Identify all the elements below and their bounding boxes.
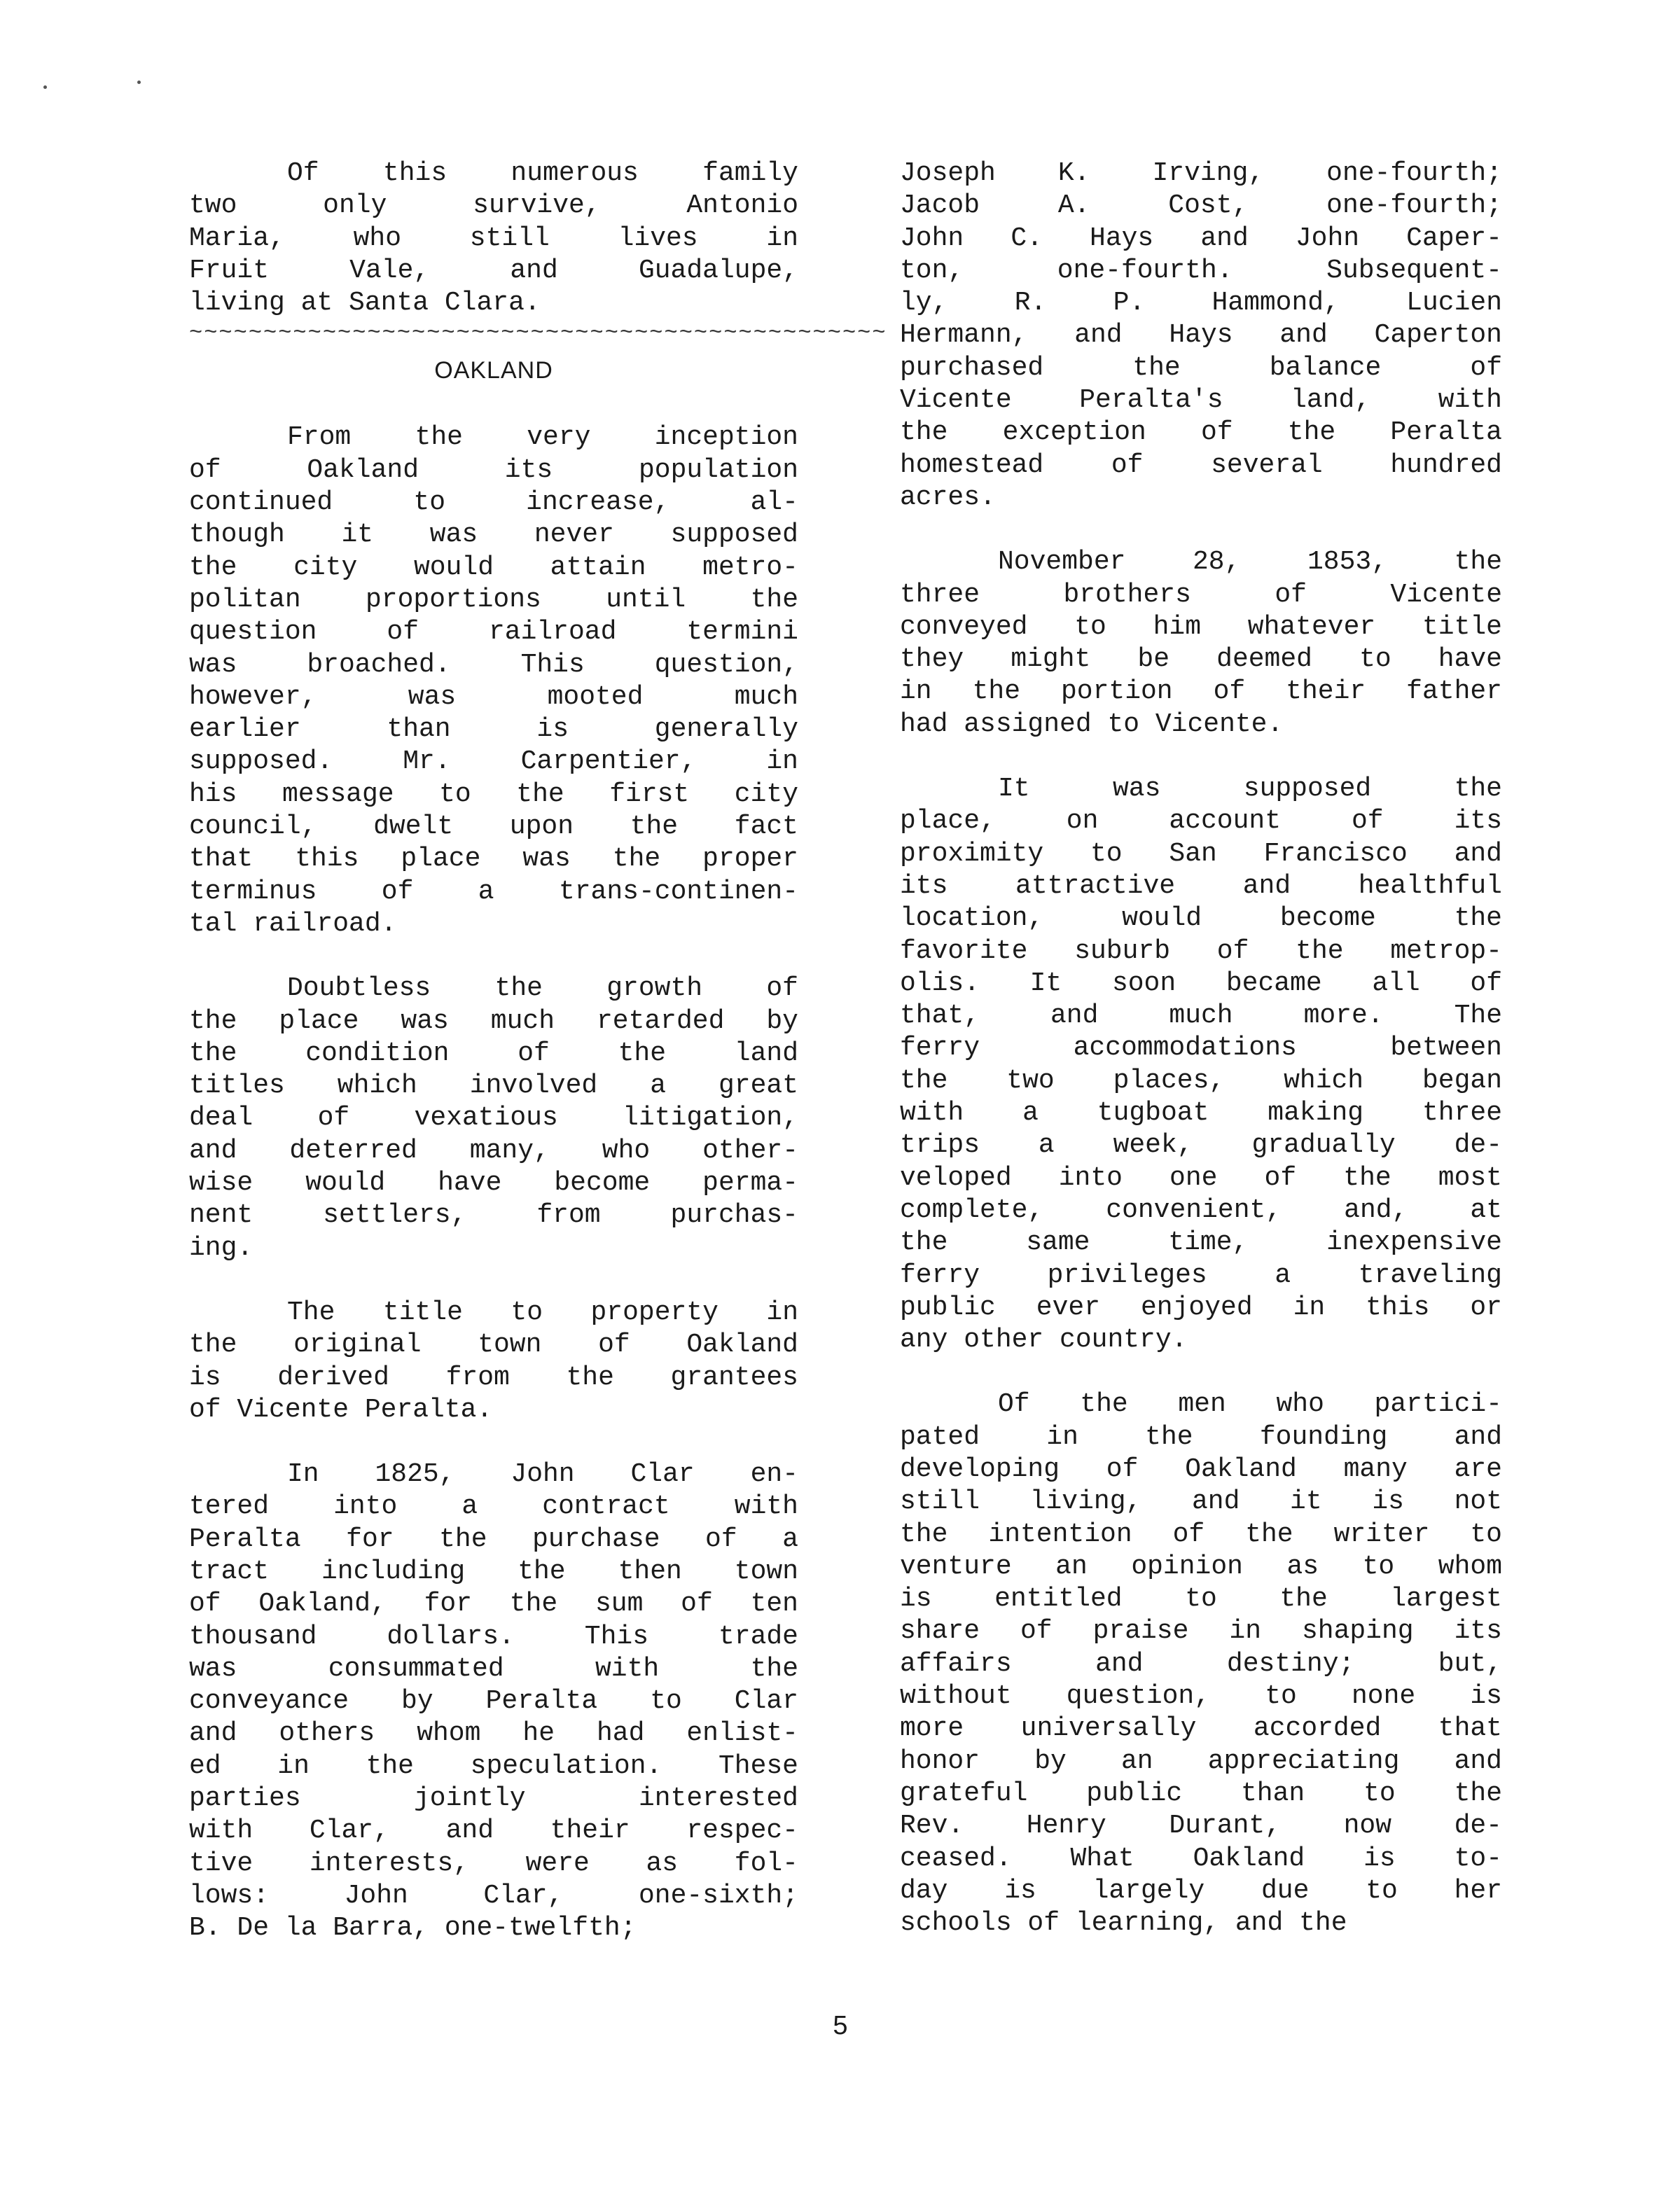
text-line: acres. <box>900 482 996 513</box>
text-line: share of praise in shaping its <box>900 1616 1502 1647</box>
text-line: of Oakland its population <box>189 454 798 485</box>
paragraph-growth <box>189 973 798 1265</box>
text-line: two only survive, Antonio <box>189 190 798 221</box>
text-line: they might be deemed to have <box>900 644 1502 675</box>
paragraph-inception <box>189 422 798 940</box>
paragraph-interests <box>900 158 1502 514</box>
page-number: 5 <box>833 2011 848 2040</box>
text-line: though it was never supposed <box>189 520 798 550</box>
text-line: The title to property in <box>287 1297 798 1328</box>
section-heading-oakland: OAKLAND <box>434 357 553 384</box>
text-line: public ever enjoyed in this or <box>900 1292 1502 1323</box>
paragraph-founders <box>900 1388 1502 1940</box>
text-line: continued to increase, al- <box>189 487 798 518</box>
text-line: ed in the speculation. These <box>189 1750 798 1781</box>
text-line: titles which involved a great <box>189 1071 798 1101</box>
paragraph-gap <box>189 389 798 422</box>
paragraph-gap <box>900 514 1502 546</box>
text-line: venture an opinion as to whom <box>900 1551 1502 1582</box>
text-line: tive interests, were as fol- <box>189 1848 798 1879</box>
text-line: however, was mooted much <box>189 681 798 712</box>
text-line: Fruit Vale, and Guadalupe, <box>189 255 798 286</box>
paragraph-title <box>189 1297 798 1426</box>
text-line: ton, one-fourth. Subsequent- <box>900 255 1502 286</box>
text-line: the exception of the Peralta <box>900 417 1502 448</box>
tilde-divider: ~~~~~~~~~~~~~~~~~~~~~~~~~~~~~~~~~~~~~~~~~~~~~~~ <box>189 320 887 347</box>
text-line: in the portion of their father <box>900 676 1502 707</box>
text-line: and deterred many, who other- <box>189 1135 798 1166</box>
text-line: had assigned to Vicente. <box>900 709 1284 739</box>
text-line: living at Santa Clara. <box>189 288 541 319</box>
text-line: homestead of several hundred <box>900 450 1502 480</box>
text-line: was broached. This question, <box>189 649 798 680</box>
text-line: Doubtless the growth of <box>287 973 798 1004</box>
text-line: wise would have become perma- <box>189 1168 798 1199</box>
paragraph-gap <box>189 1265 798 1297</box>
text-line: his message to the first city <box>189 779 798 809</box>
text-line: conveyance by Peralta to Clar <box>189 1686 798 1717</box>
text-line: parties jointly interested <box>189 1783 798 1814</box>
text-line: its attractive and healthful <box>900 870 1502 901</box>
text-line: and others whom he had enlist- <box>189 1718 798 1749</box>
text-line: any other country. <box>900 1325 1188 1356</box>
text-line: earlier than is generally <box>189 714 798 745</box>
text-line: pated in the founding and <box>900 1421 1502 1452</box>
text-line: honor by an appreciating and <box>900 1746 1502 1776</box>
text-line: question of railroad termini <box>189 617 798 648</box>
text-line: that, and much more. The <box>900 1001 1502 1031</box>
text-line: Hermann, and Hays and Caperton <box>900 320 1502 351</box>
text-line: ceased. What Oakland is to- <box>900 1843 1502 1874</box>
text-line: ferry privileges a traveling <box>900 1260 1502 1290</box>
text-line: of Oakland, for the sum of ten <box>189 1589 798 1620</box>
text-line: Joseph K. Irving, one-fourth; <box>900 158 1502 188</box>
text-line: terminus of a trans-continen- <box>189 876 798 907</box>
text-line: more universally accorded that <box>900 1713 1502 1744</box>
text-line: complete, convenient, and, at <box>900 1195 1502 1225</box>
text-line: council, dwelt upon the fact <box>189 812 798 842</box>
paragraph-gap <box>900 741 1502 773</box>
text-line: tract including the then town <box>189 1556 798 1587</box>
text-line: location, would become the <box>900 903 1502 934</box>
text-line: John C. Hays and John Caper- <box>900 223 1502 253</box>
right-column <box>900 158 1502 1940</box>
paragraph-gap <box>189 1426 798 1459</box>
paragraph-november <box>900 546 1502 741</box>
text-line: of Vicente Peralta. <box>189 1394 493 1425</box>
text-line: schools of learning, and the <box>900 1908 1347 1939</box>
left-column <box>189 158 887 1945</box>
text-line: without question, to none is <box>900 1681 1502 1712</box>
text-line: affairs and destiny; but, <box>900 1648 1502 1679</box>
text-line: the intention of the writer to <box>900 1519 1502 1550</box>
text-line: Maria, who still lives in <box>189 223 798 253</box>
text-line: the same time, inexpensive <box>900 1227 1502 1258</box>
paragraph-clar-contract <box>189 1459 798 1944</box>
text-line: thousand dollars. This trade <box>189 1621 798 1652</box>
text-line: the place was much retarded by <box>189 1005 798 1036</box>
text-line: supposed. Mr. Carpentier, in <box>189 746 798 777</box>
text-line: place, on account of its <box>900 806 1502 837</box>
text-line: Jacob A. Cost, one-fourth; <box>900 190 1502 221</box>
paragraph-suburb <box>900 773 1502 1356</box>
text-line: day is largely due to her <box>900 1875 1502 1906</box>
text-line: lows: John Clar, one-sixth; <box>189 1880 798 1911</box>
text-line: From the very inception <box>287 422 798 453</box>
text-line: purchased the balance of <box>900 352 1502 383</box>
text-line: ing. <box>189 1232 254 1263</box>
text-line: ly, R. P. Hammond, Lucien <box>900 288 1502 319</box>
text-line: Peralta for the purchase of a <box>189 1524 798 1554</box>
paragraph-gap <box>189 940 798 973</box>
text-line: that this place was the proper <box>189 844 798 875</box>
text-line: developing of Oakland many are <box>900 1454 1502 1484</box>
text-line: tered into a contract with <box>189 1491 798 1522</box>
paragraph-family-survivors <box>189 158 798 319</box>
text-line: trips a week, gradually de- <box>900 1130 1502 1161</box>
text-line: three brothers of Vicente <box>900 579 1502 610</box>
text-line: favorite suburb of the metrop- <box>900 935 1502 966</box>
scan-speck <box>137 81 141 84</box>
text-line: Of this numerous family <box>287 158 798 188</box>
text-line: nent settlers, from purchas- <box>189 1200 798 1231</box>
text-line: proximity to San Francisco and <box>900 838 1502 869</box>
paragraph-gap <box>900 1356 1502 1388</box>
text-line: conveyed to him whatever title <box>900 611 1502 642</box>
text-line: is derived from the grantees <box>189 1362 798 1393</box>
text-line: with a tugboat making three <box>900 1098 1502 1129</box>
text-line: is entitled to the largest <box>900 1584 1502 1615</box>
text-line: politan proportions until the <box>189 584 798 615</box>
scan-speck <box>43 85 47 89</box>
text-line: still living, and it is not <box>900 1487 1502 1517</box>
text-line: Of the men who partici- <box>998 1389 1502 1420</box>
text-line: veloped into one of the most <box>900 1162 1502 1193</box>
text-line: the two places, which began <box>900 1065 1502 1096</box>
text-line: It was supposed the <box>998 774 1502 805</box>
text-line: deal of vexatious litigation, <box>189 1103 798 1134</box>
text-line: ferry accommodations between <box>900 1033 1502 1064</box>
text-line: olis. It soon became all of <box>900 968 1502 998</box>
text-line: grateful public than to the <box>900 1778 1502 1809</box>
text-line: was consummated with the <box>189 1653 798 1684</box>
text-line: B. De la Barra, one-twelfth; <box>189 1913 637 1944</box>
text-line: November 28, 1853, the <box>998 547 1502 578</box>
text-line: the condition of the land <box>189 1038 798 1068</box>
text-line: the original town of Oakland <box>189 1330 798 1360</box>
text-line: Vicente Peralta's land, with <box>900 385 1502 416</box>
text-line: In 1825, John Clar en- <box>287 1459 798 1490</box>
text-line: with Clar, and their respec- <box>189 1816 798 1846</box>
text-line: Rev. Henry Durant, now de- <box>900 1811 1502 1842</box>
text-line: tal railroad. <box>189 908 397 939</box>
text-line: the city would attain metro- <box>189 552 798 583</box>
